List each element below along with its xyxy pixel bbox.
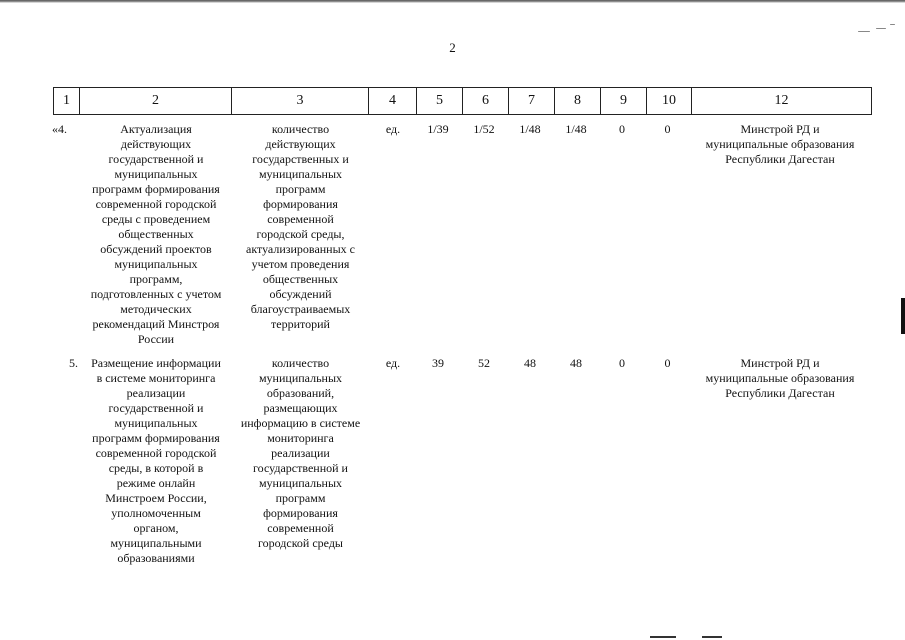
- responsible-executor: Минстрой РД и муниципальные образования Республики Дагестан: [705, 356, 855, 400]
- scan-speck: [890, 24, 895, 25]
- header-col-6: 6: [463, 88, 509, 115]
- header-col-10: 10: [647, 88, 692, 115]
- value-col-10: 0: [664, 356, 671, 370]
- event-description: Актуализация действующих государственной и муниципальных программ формирования современной городской среды с проведением общественных обсуждений проектов муниципальных программ, подготовленных с учетом методических рекомендаций Минстроя России: [90, 122, 222, 346]
- unit-of-measure: ед.: [385, 356, 401, 370]
- scan-bottom-mark: [650, 636, 676, 638]
- scan-top-edge: [0, 0, 905, 3]
- value-col-6: 1/52: [473, 122, 495, 136]
- header-col-12: 12: [692, 88, 872, 115]
- scan-speck: [858, 31, 870, 32]
- value-col-8: 48: [570, 356, 582, 370]
- responsible-executor: Минстрой РД и муниципальные образования Республики Дагестан: [705, 122, 855, 166]
- header-col-1: 1: [54, 88, 80, 115]
- value-col-6: 52: [478, 356, 490, 370]
- row-number: 5.: [69, 356, 78, 370]
- header-col-2: 2: [80, 88, 232, 115]
- header-col-9: 9: [601, 88, 647, 115]
- header-col-4: 4: [369, 88, 417, 115]
- unit-of-measure: ед.: [385, 122, 401, 136]
- value-col-10: 0: [664, 122, 671, 136]
- header-col-7: 7: [509, 88, 555, 115]
- value-col-8: 1/48: [565, 122, 587, 136]
- page-number: 2: [449, 40, 456, 55]
- scan-edge-mark: [901, 298, 905, 334]
- value-col-7: 48: [524, 356, 536, 370]
- header-col-3: 3: [232, 88, 369, 115]
- column-number-header: [53, 87, 872, 115]
- value-col-5: 39: [432, 356, 444, 370]
- value-col-5: 1/39: [427, 122, 449, 136]
- header-col-5: 5: [417, 88, 463, 115]
- header-row: [54, 88, 872, 115]
- indicator-description: количество муниципальных образований, размещающих информацию в системе мониторинга реализации государственной и муниципальных программ формирования современной городской среды: [240, 356, 361, 550]
- value-col-9: 0: [619, 356, 625, 370]
- indicator-description: количество действующих государственных и муниципальных программ формирования современной городской среды, актуализированных с учетом проведения общественных обсуждений благоустраиваемых территорий: [246, 122, 355, 331]
- value-col-9: 0: [619, 122, 625, 136]
- row-number: «4.: [52, 122, 67, 136]
- scan-speck: [876, 28, 886, 29]
- value-col-7: 1/48: [519, 122, 541, 136]
- scan-bottom-mark: [702, 636, 722, 638]
- event-description: Размещение информации в системе мониторинга реализации государственной и муниципальных программ формирования современной городской среды, в которой в режиме онлайн Минстроем России, уполномоченным органом, муниципальными образованиями: [91, 356, 221, 565]
- header-col-8: 8: [555, 88, 601, 115]
